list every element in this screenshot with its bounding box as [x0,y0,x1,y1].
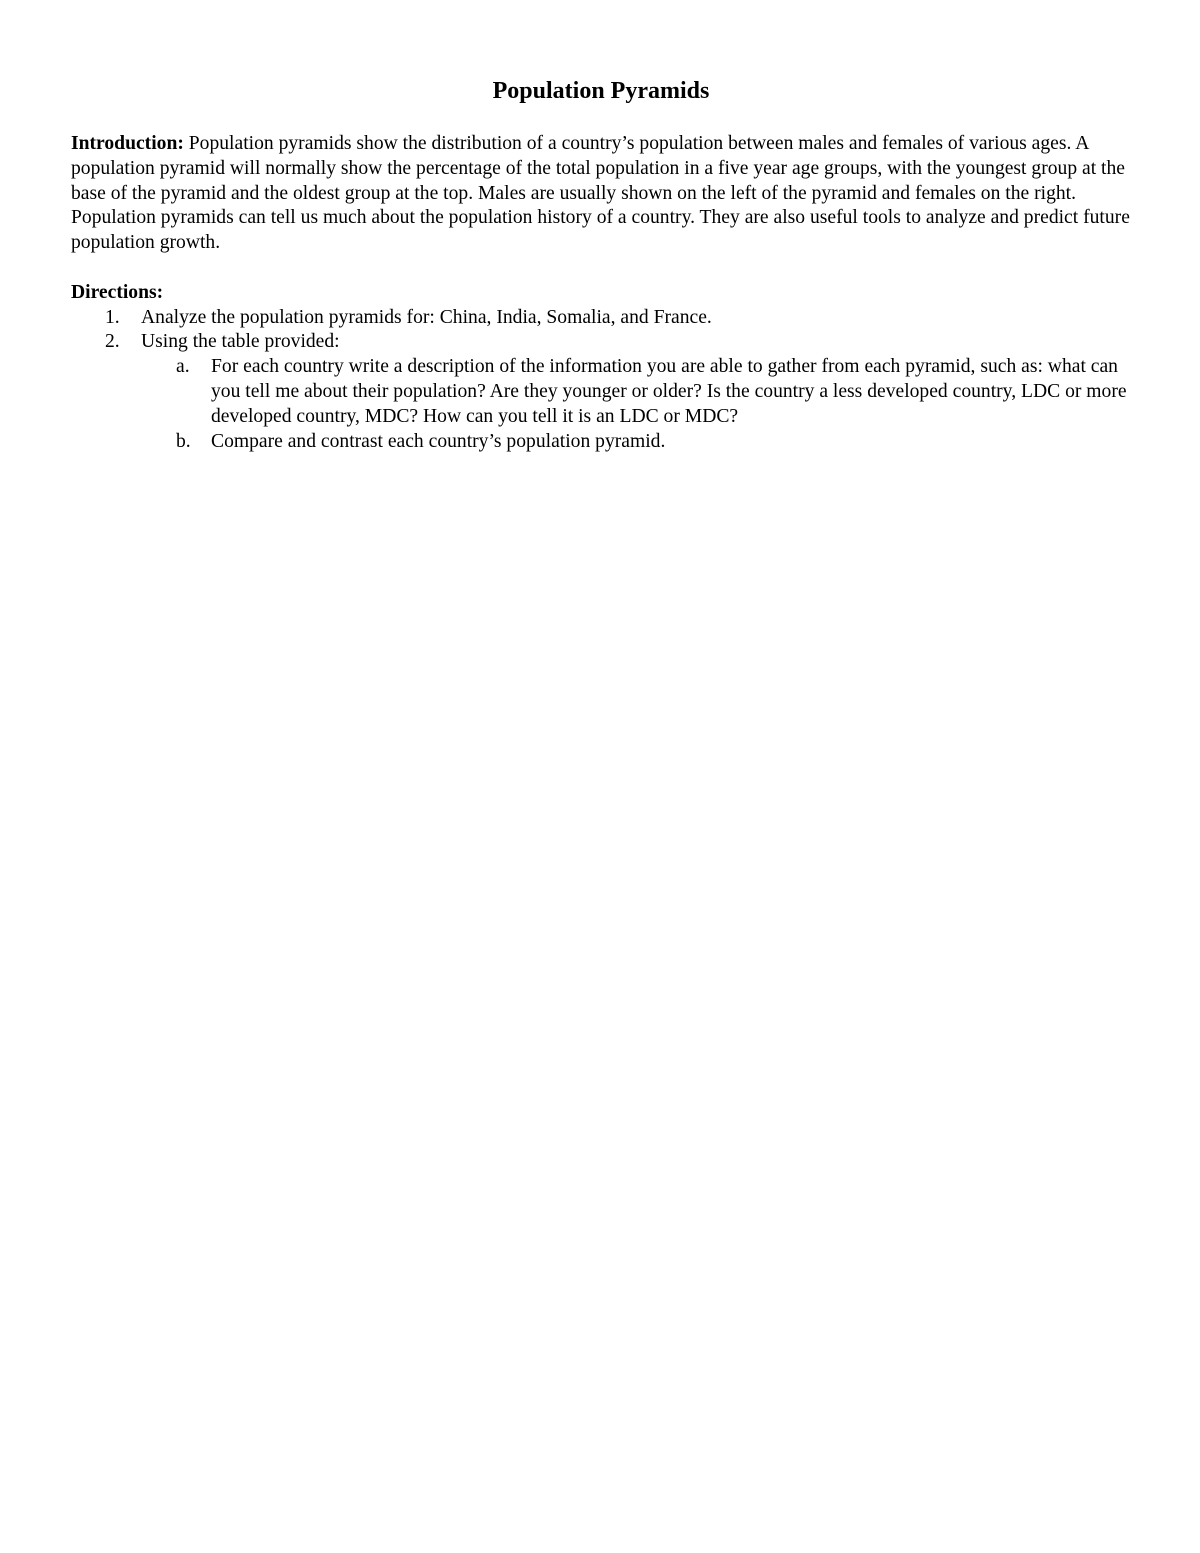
introduction-paragraph [71,132,1131,256]
directions-subitem-b [141,430,1131,455]
sublist-item-text: Compare and contrast each country’s population pyramid. [211,430,666,452]
directions-item-1 [71,306,1131,331]
document-content [71,70,1131,454]
sublist-item-text: For each country write a description of the information you are able to gather from each pyramid, such as: what can you tell me about their population? Are they younger or older? Is the country a less developed country, LDC or more developed country, MDC? How can you tell it is an LDC or MDC? [211,356,1127,427]
introduction-label: Introduction: [71,133,184,154]
directions-item-2 [71,330,1131,454]
list-marker: 2. [105,331,120,353]
list-item-text: Analyze the population pyramids for: China, India, Somalia, and France. [141,306,712,328]
sublist-marker: a. [176,356,190,378]
page-title: Population Pyramids [492,78,710,104]
list-marker: 1. [105,306,120,328]
list-item-text: Using the table provided: [141,331,340,353]
introduction-text: Population pyramids show the distribution of a country’s population between males and females of various ages. A population pyramid will normally show the percentage of the total population in a five year age groups, with the youngest group at the base of the pyramid and the oldest group at the top. Males are usually shown on the left of the pyramid and females on the right. Population pyramids can tell us much about the population history of a country. They are also useful tools to analyze and predict future population growth. [71,133,1130,254]
directions-heading: Directions: [71,281,164,303]
directions-sublist [141,355,1131,454]
directions-list [71,306,1131,455]
directions-subitem-a [141,355,1131,429]
sublist-marker: b. [176,430,191,452]
